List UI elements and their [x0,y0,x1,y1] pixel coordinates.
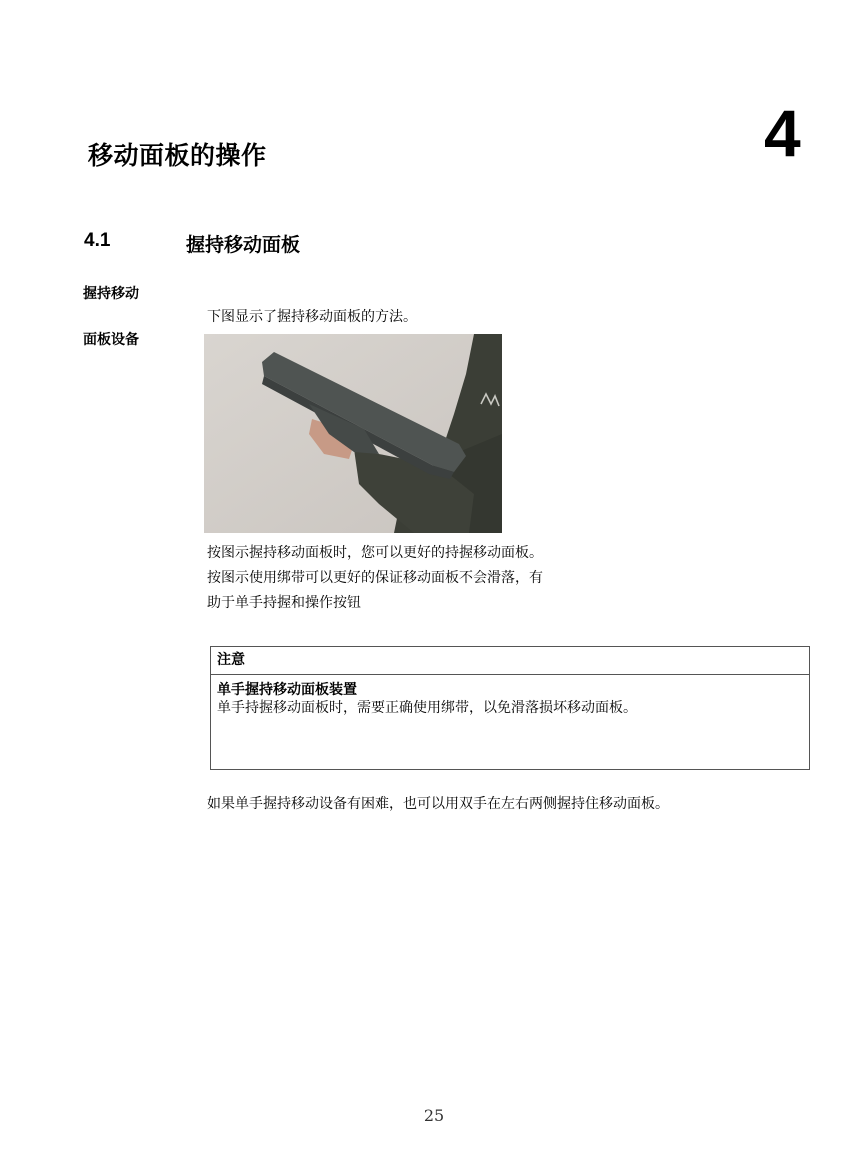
side-label-line1: 握持移动 [83,286,139,302]
chapter-title: 移动面板的操作 [88,141,267,170]
notice-text: 单手持握移动面板时，需要正确使用绑带，以免滑落损坏移动面板。 [217,700,637,716]
notice-header: 注意 [211,647,809,675]
section-title: 握持移动面板 [186,234,301,256]
notice-body [211,675,809,723]
tablet-holding-photo [204,334,502,533]
chapter-number: 4 [764,96,801,170]
body-line-1: 按图示握持移动面板时，您可以更好的持握移动面板。 [207,545,543,561]
body-line-2: 按图示使用绑带可以更好的保证移动面板不会滑落，有 [207,570,543,586]
closing-text: 如果单手握持移动设备有困难，也可以用双手在左右两侧握持住移动面板。 [207,796,669,812]
photo-illustration [204,334,502,533]
notice-box [210,646,810,770]
body-line-3: 助于单手持握和操作按钮 [207,595,361,611]
page-number: 25 [423,1106,445,1125]
intro-text: 下图显示了握持移动面板的方法。 [207,309,417,325]
section-number: 4.1 [84,230,111,251]
notice-title: 单手握持移动面板装置 [217,682,357,698]
side-label-line2: 面板设备 [83,332,139,348]
